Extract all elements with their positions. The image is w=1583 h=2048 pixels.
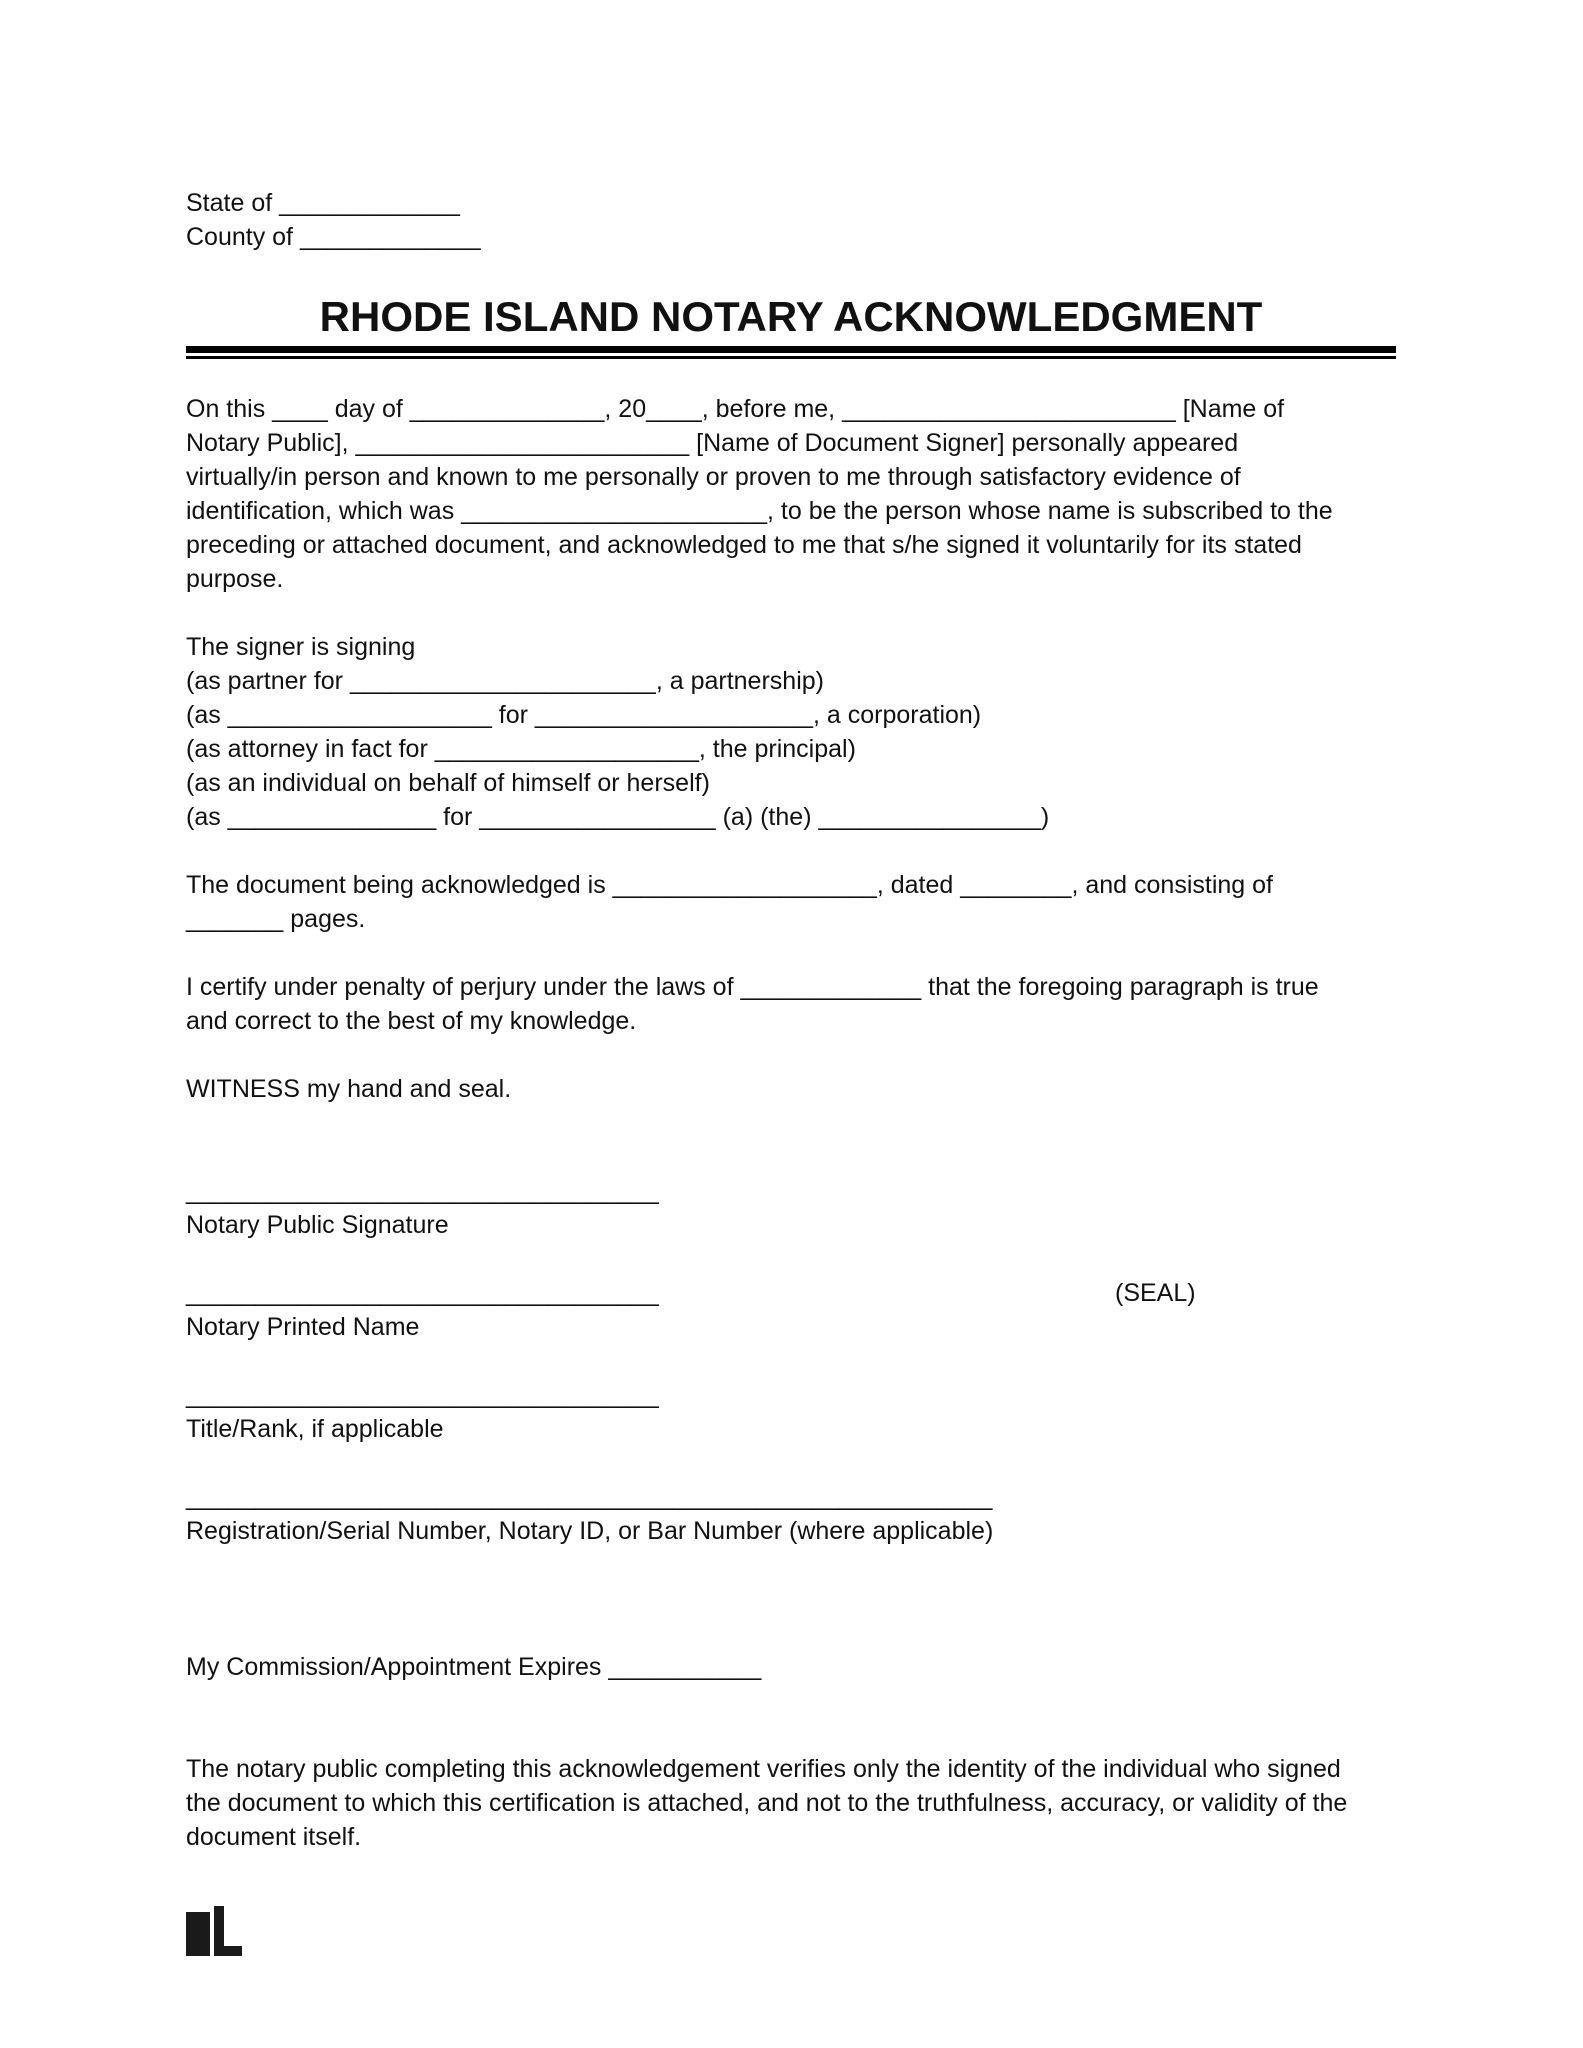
document-description-paragraph xyxy=(186,868,1396,936)
notary-printed-name-label: Notary Printed Name xyxy=(186,1313,420,1341)
intro-line: purpose. xyxy=(186,565,284,593)
header-block xyxy=(186,186,1396,254)
capacity-option: (as ___________________ for ____________________, a corporation) xyxy=(186,701,982,729)
intro-line: Notary Public], ________________________ [Name of Document Signer] personally appeared xyxy=(186,429,1239,457)
notary-signature-label: Notary Public Signature xyxy=(186,1211,449,1239)
county-of-line: County of _____________ xyxy=(186,223,481,251)
document-title: RHODE ISLAND NOTARY ACKNOWLEDGMENT xyxy=(319,293,1263,340)
capacity-option: (as attorney in fact for ___________________, the principal) xyxy=(186,735,856,763)
disclaimer-line: the document to which this certification is attached, and not to the truthfulness, accuracy, or validity of the xyxy=(186,1789,1348,1817)
witness-statement: WITNESS my hand and seal. xyxy=(186,1075,512,1103)
document-line: The document being acknowledged is ___________________, dated ________, and consisting of xyxy=(186,871,1273,899)
capacity-heading: The signer is signing xyxy=(186,633,416,661)
state-of-line: State of _____________ xyxy=(186,189,460,217)
intro-line: preceding or attached document, and acknowledged to me that s/he signed it voluntarily for its stated xyxy=(186,531,1302,559)
logo-mark xyxy=(186,1906,242,1956)
capacity-option: (as an individual on behalf of himself or herself) xyxy=(186,769,710,797)
document-line: _______ pages. xyxy=(186,905,366,933)
certification-paragraph xyxy=(186,970,1396,1038)
notary-signature-block xyxy=(186,1174,1396,1242)
document-page xyxy=(186,186,1396,1854)
registration-block xyxy=(186,1480,1396,1548)
registration-label: Registration/Serial Number, Notary ID, or Bar Number (where applicable) xyxy=(186,1517,994,1545)
signature-line: __________________________________ xyxy=(186,1177,659,1205)
signature-line: __________________________________ xyxy=(186,1381,659,1409)
signer-capacity-block xyxy=(186,630,1396,834)
disclaimer-paragraph xyxy=(186,1752,1396,1854)
capacity-option: (as _______________ for _________________ (a) (the) ________________) xyxy=(186,803,1050,831)
intro-line: On this ____ day of ______________, 20____, before me, ________________________ [Name of xyxy=(186,395,1285,423)
title-rank-block xyxy=(186,1378,1396,1446)
title-rank-label: Title/Rank, if applicable xyxy=(186,1415,444,1443)
intro-line: virtually/in person and known to me personally or proven to me through satisfactory evidence of xyxy=(186,463,1241,491)
signature-line: __________________________________ xyxy=(186,1279,659,1307)
commission-expires-line: My Commission/Appointment Expires ___________ xyxy=(186,1653,762,1681)
legal-templates-logo-icon xyxy=(186,1906,242,1956)
disclaimer-line: document itself. xyxy=(186,1823,362,1851)
certify-line: and correct to the best of my knowledge. xyxy=(186,1007,637,1035)
capacity-option: (as partner for ______________________, a partnership) xyxy=(186,667,824,695)
intro-line: identification, which was ______________________, to be the person whose name is subscribed to the xyxy=(186,497,1333,525)
seal-label: (SEAL) xyxy=(1115,1279,1196,1307)
disclaimer-line: The notary public completing this acknowledgement verifies only the identity of the individual who signed xyxy=(186,1755,1341,1783)
certify-line: I certify under penalty of perjury under the laws of _____________ that the foregoing paragraph is true xyxy=(186,973,1319,1001)
intro-paragraph xyxy=(186,392,1396,596)
notary-printed-name-block xyxy=(186,1276,1396,1344)
title-rule-thick xyxy=(186,346,1396,353)
signature-line-long: __________________________________________________________ xyxy=(186,1483,993,1511)
